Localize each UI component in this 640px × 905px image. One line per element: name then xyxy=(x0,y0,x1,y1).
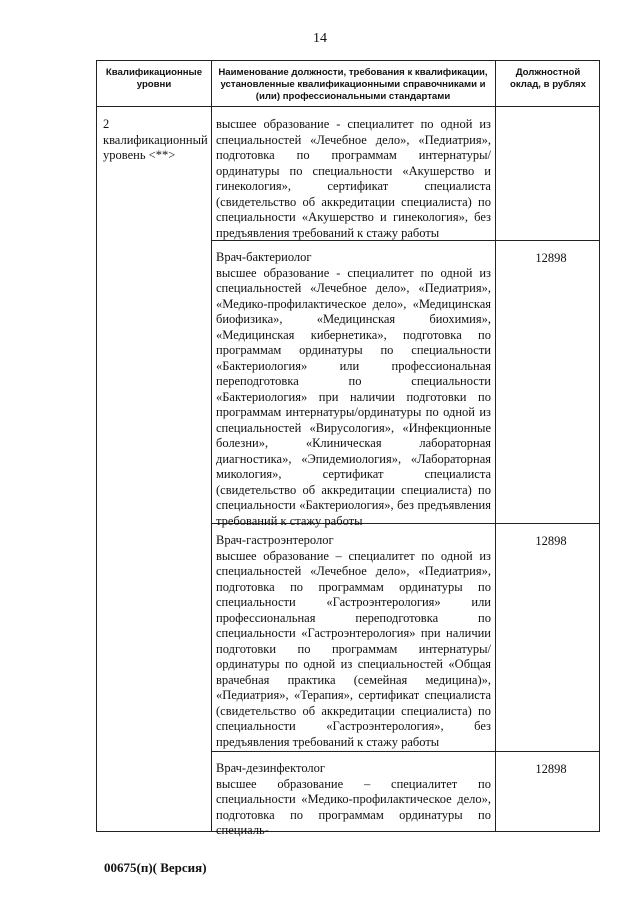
header-level: Квалификационные уровни xyxy=(105,67,203,90)
salary-value: 12898 xyxy=(535,762,567,776)
column-divider-1 xyxy=(211,61,212,831)
position-title: Врач-бактериолог xyxy=(216,250,312,264)
salary-value: 12898 xyxy=(535,251,567,265)
position-title: Врач-гастроэнтеролог xyxy=(216,533,334,547)
qualification-level: 2 квалификационный уровень <**> xyxy=(103,117,208,162)
position-description xyxy=(216,761,491,839)
header-divider xyxy=(97,106,599,107)
salary-value: 12898 xyxy=(535,534,567,548)
position-title: Врач-дезинфектолог xyxy=(216,761,326,775)
position-requirements: высшее образование – специалитет по специальности «Медико-профилактическое дело», подготовка по программам ординатуры по специаль- xyxy=(216,776,491,837)
page-number: 14 xyxy=(313,31,327,46)
position-description xyxy=(216,250,491,529)
position-requirements: высшее образование - специалитет по одной из специальностей «Лечебное дело», «Педиатрия», подготовка по программам интернатуры/ординатуры по специальности «Акушерство и гинекология», сертификат специалиста (свидетельство об аккредитации специалиста) по специальности «Акушерство и гинекология», без предъявления требований к стажу работы xyxy=(216,117,491,240)
position-description xyxy=(216,117,491,241)
header-name: Наименование должности, требования к квалификации, установленные квалификационными справочниками и (или) профессиональными стандартами xyxy=(218,67,488,102)
column-divider-2 xyxy=(495,61,496,831)
position-description xyxy=(216,533,491,750)
position-requirements: высшее образование - специалитет по одной из специальностей «Лечебное дело», «Педиатрия», «Медико-профилактическое дело», «Медицинская биофизика», «Медицинская биохимия», «Медицинская кибернетика», подготовка по программам ординатуры по специальности «Бактериология» или профессиональная переподготовка по специальности «Бактериология» при наличии подготовки по программам интернатуры/ординатуры по одной из специальностей «Вирусология», «Инфекционные болезни», «Клиническая лабораторная диагностика», «Эпидемиология», «Лабораторная микология», сертификат специалиста (свидетельство об аккредитации специалиста) по специальности «Бактериология», без предъявления требований к стажу работы xyxy=(216,265,491,528)
qualification-table xyxy=(96,60,600,837)
position-requirements: высшее образование – специалитет по одной из специальностей «Лечебное дело», «Педиатрия», подготовка по программам ординатуры по специальности «Гастроэнтерология» или профессиональная переподготовка по специальности «Гастроэнтерология» при наличии подготовки по программам интернатуры/ординатуры по одной из специальностей «Общая врачебная практика (семейная медицина)», «Педиатрия», «Терапия», сертификат специалиста (свидетельство об аккредитации специалиста) по специальности «Гастроэнтерология», без предъявления требований к стажу работы xyxy=(216,548,491,749)
document-footer: 00675(п)( Версия) xyxy=(104,860,207,875)
header-salary: Должностной оклад, в рублях xyxy=(510,67,586,90)
row-divider-3 xyxy=(211,751,599,752)
